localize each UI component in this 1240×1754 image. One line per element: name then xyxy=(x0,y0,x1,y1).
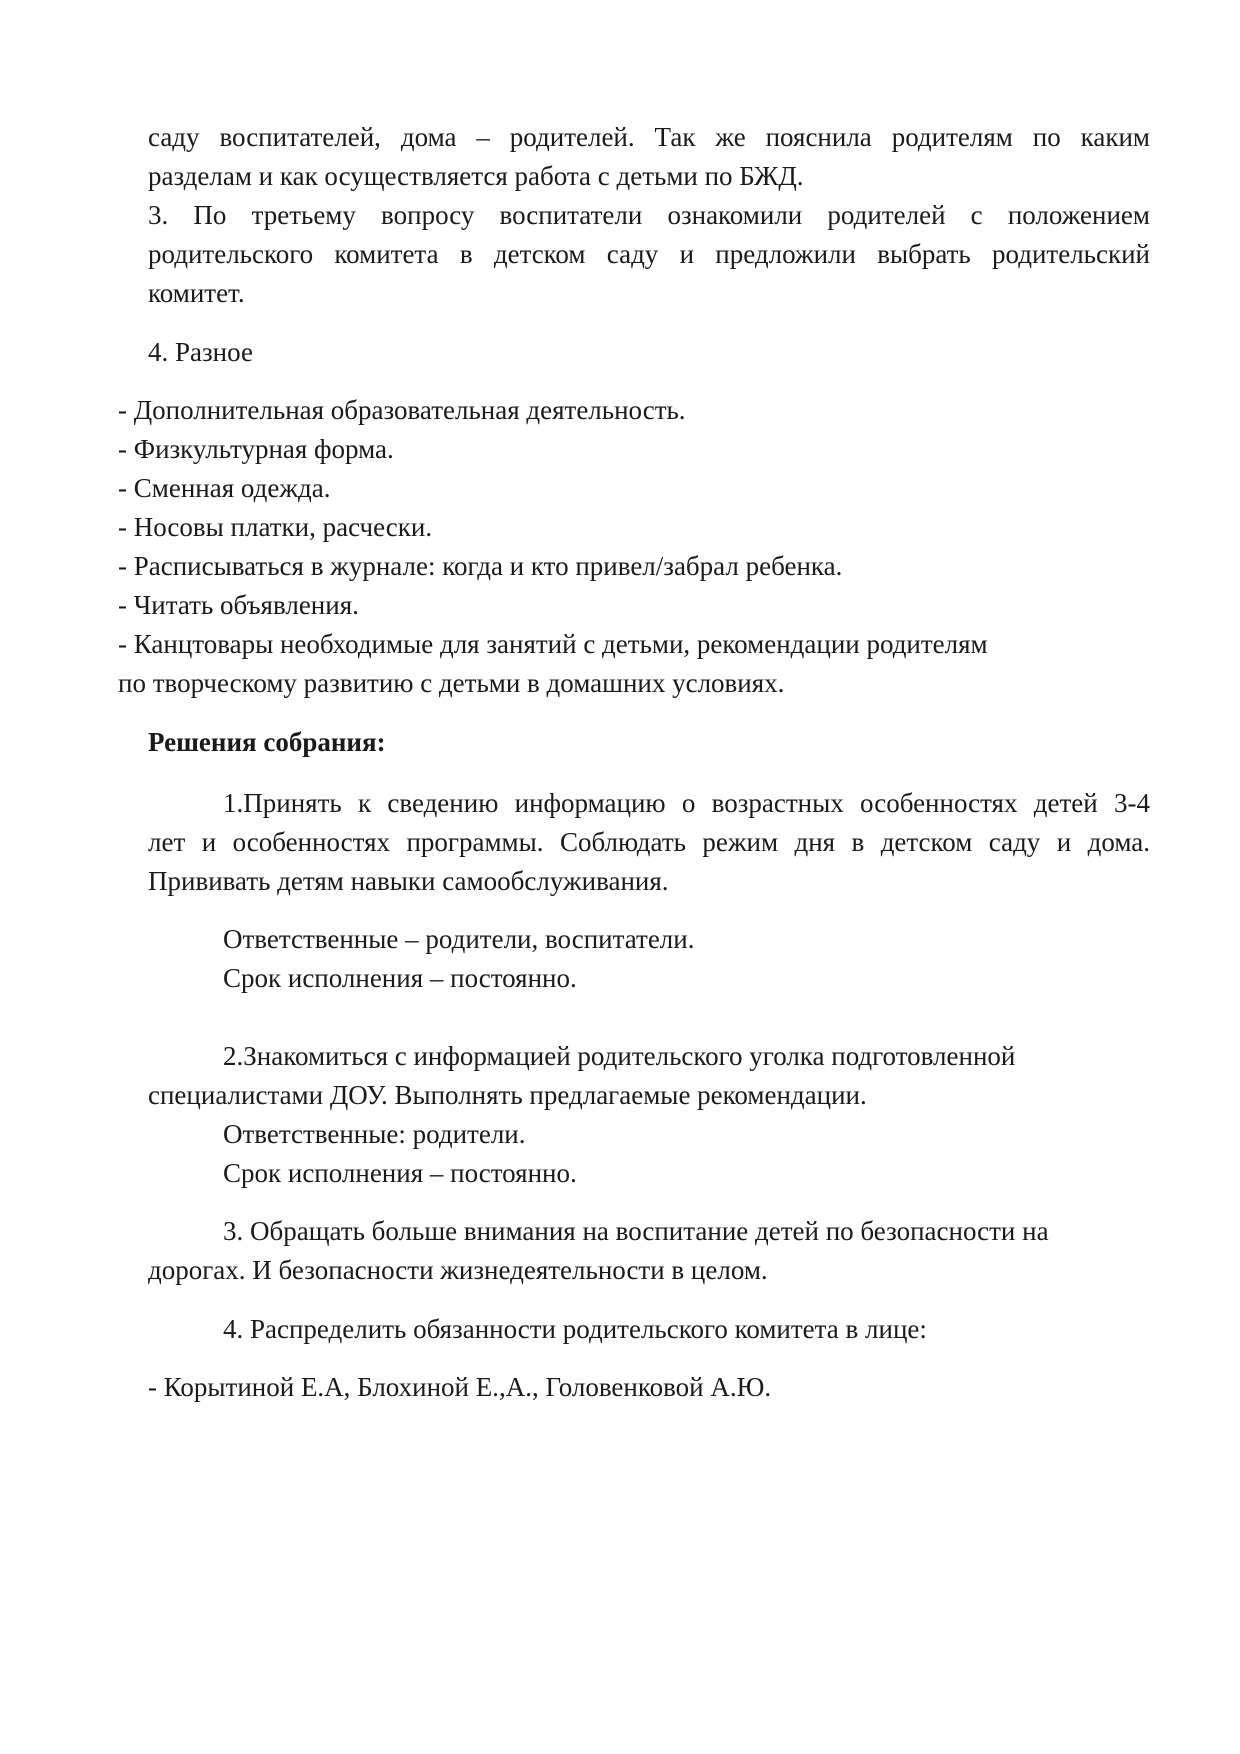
intro-line-1: саду воспитателей, дома – родителей. Так же пояснила родителям по каким xyxy=(148,122,1150,152)
decision-3-line-2: дорогах. И безопасности жизнедеятельности в целом. xyxy=(148,1255,768,1285)
misc-item: - Сменная одежда. xyxy=(118,473,331,503)
intro-line-5: комитет. xyxy=(148,278,245,308)
misc-item: по творческому развитию с детьми в домашних условиях. xyxy=(118,668,785,698)
misc-item: - Расписываться в журнале: когда и кто привел/забрал ребенка. xyxy=(118,551,843,581)
intro-line-2: разделам и как осуществляется работа с детьми по БЖД. xyxy=(148,161,804,191)
decision-1-line-3: Прививать детям навыки самообслуживания. xyxy=(148,866,669,896)
decision-1-responsible: Ответственные – родители, воспитатели. xyxy=(223,924,695,954)
intro-line-4: родительского комитета в детском саду и предложили выбрать родительский xyxy=(148,239,1150,269)
intro-line-3: 3. По третьему вопросу воспитатели ознакомили родителей с положением xyxy=(148,200,1150,230)
misc-item: - Физкультурная форма. xyxy=(118,434,394,464)
decision-4-names: - Корытиной Е.А, Блохиной Е.,А., Головенковой А.Ю. xyxy=(148,1372,772,1402)
decisions-heading: Решения собрания: xyxy=(148,727,386,757)
misc-item: - Канцтовары необходимые для занятий с детьми, рекомендации родителям xyxy=(118,629,988,659)
decision-2-deadline: Срок исполнения – постоянно. xyxy=(223,1158,577,1188)
decision-2-line-2: специалистами ДОУ. Выполнять предлагаемые рекомендации. xyxy=(148,1080,867,1110)
misc-item: - Носовы платки, расчески. xyxy=(118,512,433,542)
decision-1-deadline: Срок исполнения – постоянно. xyxy=(223,963,577,993)
misc-item: - Читать объявления. xyxy=(118,590,359,620)
decision-3-line-1: 3. Обращать больше внимания на воспитание детей по безопасности на xyxy=(223,1216,1049,1246)
decision-2-responsible: Ответственные: родители. xyxy=(223,1119,526,1149)
misc-heading: 4. Разное xyxy=(148,337,253,367)
decision-4-line-1: 4. Распределить обязанности родительского комитета в лице: xyxy=(223,1314,927,1344)
decision-1-line-2: лет и особенностях программы. Соблюдать режим дня в детском саду и дома. xyxy=(148,827,1150,857)
decision-2-line-1: 2.Знакомиться с информацией родительского уголка подготовленной xyxy=(223,1041,1016,1071)
misc-item: - Дополнительная образовательная деятельность. xyxy=(118,395,686,425)
decision-1-line-1: 1.Принять к сведению информацию о возрастных особенностях детей 3-4 xyxy=(223,788,1150,818)
